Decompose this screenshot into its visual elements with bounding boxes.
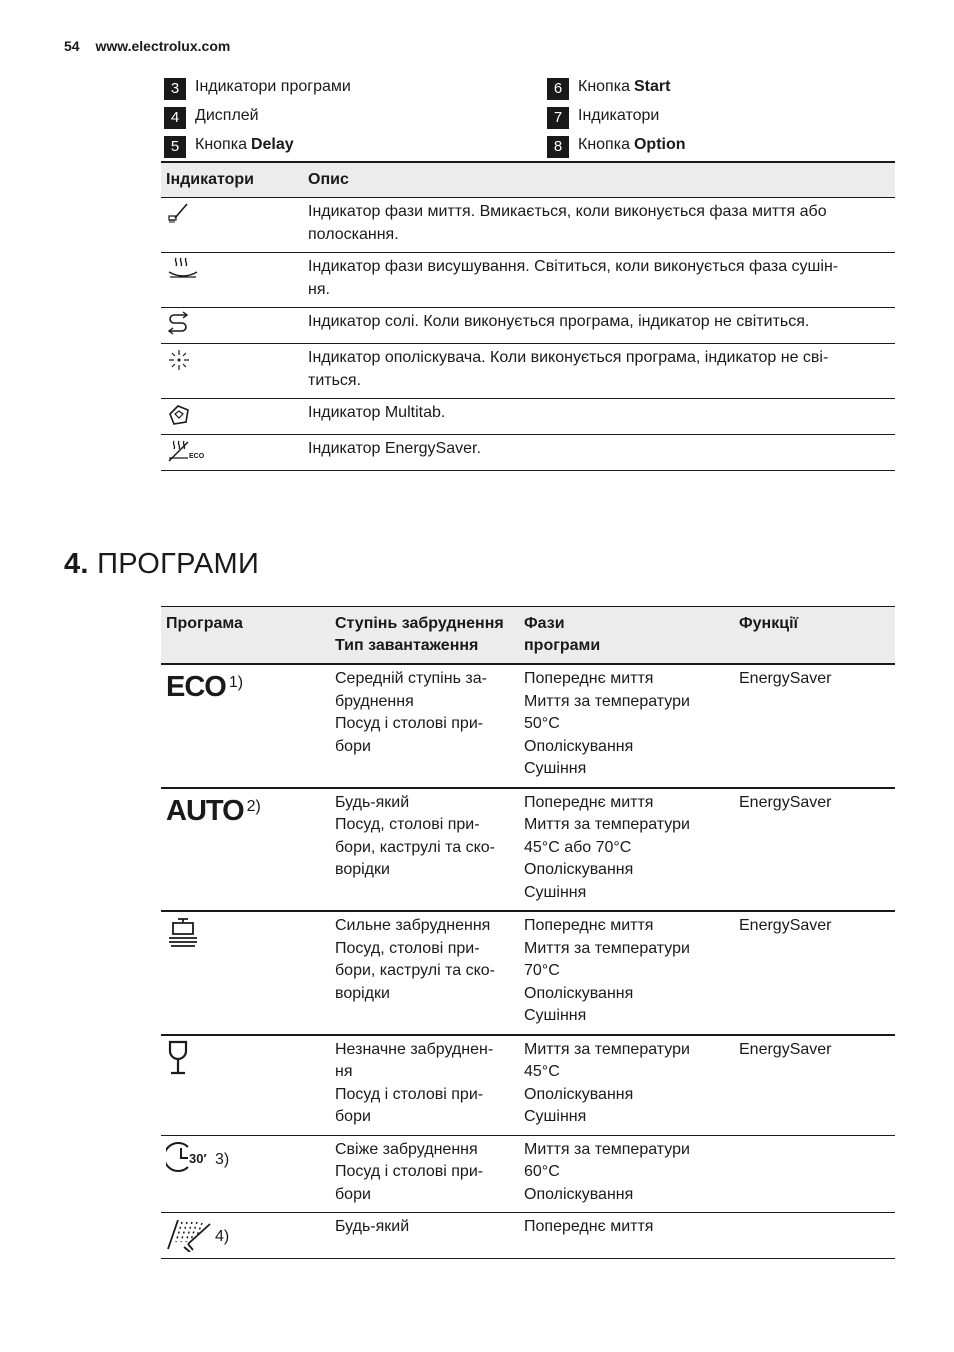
table-row — [161, 399, 895, 435]
page-number: 54 — [64, 38, 80, 54]
footnote-marker: 3) — [215, 1150, 230, 1168]
program-phases: Попереднє миття Миття за температури 70°C Ополіскування Сушіння — [519, 911, 734, 1035]
legend-text: Дисплей — [195, 106, 259, 124]
site-url: www.electrolux.com — [95, 38, 231, 54]
quick-30-icon — [166, 1139, 212, 1175]
footnote-marker: 4) — [215, 1228, 230, 1245]
multitab-icon — [166, 402, 298, 428]
column-header: Опис — [303, 162, 895, 198]
table-row — [161, 344, 895, 399]
program-functions: EnergySaver — [734, 1035, 895, 1136]
program-functions: EnergySaver — [734, 911, 895, 1035]
indicator-description: Індикатор Multitab. — [303, 399, 895, 435]
soil-level: Свіже забруднення Посуд і столові при- бори — [330, 1135, 519, 1213]
legend-number: 3 — [164, 78, 186, 100]
indicator-description: Індикатор ополіскувача. Коли виконується програма, індикатор не сві- титься. — [303, 344, 895, 399]
soil-level: Середній ступінь за- бруднення Посуд і столові при- бори — [330, 664, 519, 788]
section-name: ПРОГРАМИ — [97, 548, 260, 580]
legend-right — [547, 72, 686, 159]
table-row — [161, 253, 895, 308]
program-phases: Попереднє миття Миття за температури 45°C або 70°C Ополіскування Сушіння — [519, 788, 734, 912]
indicator-description: Індикатор фази миття. Вмикається, коли виконується фаза миття або полоскання. — [303, 198, 895, 253]
indicator-description: Індикатор EnergySaver. — [303, 435, 895, 471]
soil-level: Будь-який Посуд, столові при- бори, каструлі та ско- ворідки — [330, 788, 519, 912]
prewash-icon — [166, 1216, 212, 1252]
page-header — [64, 38, 230, 54]
indicator-description: Індикатор фази висушування. Світиться, коли виконується фаза сушін- ня. — [303, 253, 895, 308]
indicator-description: Індикатор солі. Коли виконується програма, індикатор не світиться. — [303, 308, 895, 344]
program-phases: Попереднє миття Миття за температури 50°C Ополіскування Сушіння — [519, 664, 734, 788]
program-phases: Миття за температури 60°C Ополіскування — [519, 1135, 734, 1213]
pots-icon — [166, 915, 202, 951]
legend-item — [164, 72, 351, 101]
program-symbol-auto: AUTO — [166, 794, 244, 827]
svg-text:ECO: ECO — [189, 453, 205, 460]
table-row — [161, 911, 895, 1035]
legend-item — [547, 101, 686, 130]
table-row — [161, 435, 895, 471]
legend-text: Кнопка — [578, 77, 630, 95]
soil-level: Будь-який — [330, 1213, 519, 1259]
section-number: 4. — [64, 548, 89, 580]
column-header: Функції — [734, 607, 895, 665]
legend-number: 6 — [547, 78, 569, 100]
legend-number: 5 — [164, 136, 186, 158]
energysaver-icon — [166, 438, 298, 464]
legend-item — [164, 130, 351, 159]
legend-bold: Delay — [250, 135, 294, 153]
legend-bold: Start — [633, 77, 671, 95]
table-row — [161, 1135, 895, 1213]
footnote-marker: 1) — [228, 674, 244, 691]
legend-text: Індикатори — [578, 106, 660, 124]
table-row — [161, 1213, 895, 1259]
legend-number: 7 — [547, 107, 569, 129]
legend-text: Індикатори програми — [195, 77, 351, 95]
legend-number: 4 — [164, 107, 186, 129]
svg-text:30′: 30′ — [189, 1150, 207, 1166]
program-functions: EnergySaver — [734, 664, 895, 788]
salt-icon — [166, 311, 298, 337]
legend-item — [547, 72, 686, 101]
programs-table — [161, 606, 895, 1259]
rinse-aid-icon — [166, 347, 298, 373]
section-title — [64, 548, 259, 581]
wash-phase-icon — [166, 201, 298, 225]
program-symbol-eco: ECO — [166, 671, 226, 703]
legend-number: 8 — [547, 136, 569, 158]
program-functions: EnergySaver — [734, 788, 895, 912]
legend-item — [164, 101, 351, 130]
program-phases: Попереднє миття — [519, 1213, 734, 1259]
program-functions — [734, 1213, 895, 1259]
legend-text: Кнопка — [195, 135, 247, 153]
table-row — [161, 1035, 895, 1136]
column-header: Фази програми — [519, 607, 734, 665]
column-header: Програма — [161, 607, 330, 665]
table-row — [161, 308, 895, 344]
table-row — [161, 198, 895, 253]
legend-bold: Option — [633, 135, 686, 153]
program-functions — [734, 1135, 895, 1213]
table-header-row — [161, 162, 895, 198]
footnote-marker: 2) — [246, 797, 261, 815]
column-header: Ступінь забруднення Тип завантаження — [330, 607, 519, 665]
soil-level: Сильне забруднення Посуд, столові при- бори, каструлі та ско- ворідки — [330, 911, 519, 1035]
column-header: Індикатори — [161, 162, 303, 198]
legend-item — [547, 130, 686, 159]
table-row — [161, 664, 895, 788]
table-header-row — [161, 607, 895, 665]
soil-level: Незначне забруднен- ня Посуд і столові при- бори — [330, 1035, 519, 1136]
program-phases: Миття за температури 45°C Ополіскування Сушіння — [519, 1035, 734, 1136]
glass-icon — [166, 1039, 192, 1077]
legend-text: Кнопка — [578, 135, 630, 153]
drying-phase-icon — [166, 256, 298, 282]
legend-left — [164, 72, 351, 159]
table-row — [161, 788, 895, 912]
indicators-table — [161, 161, 895, 471]
